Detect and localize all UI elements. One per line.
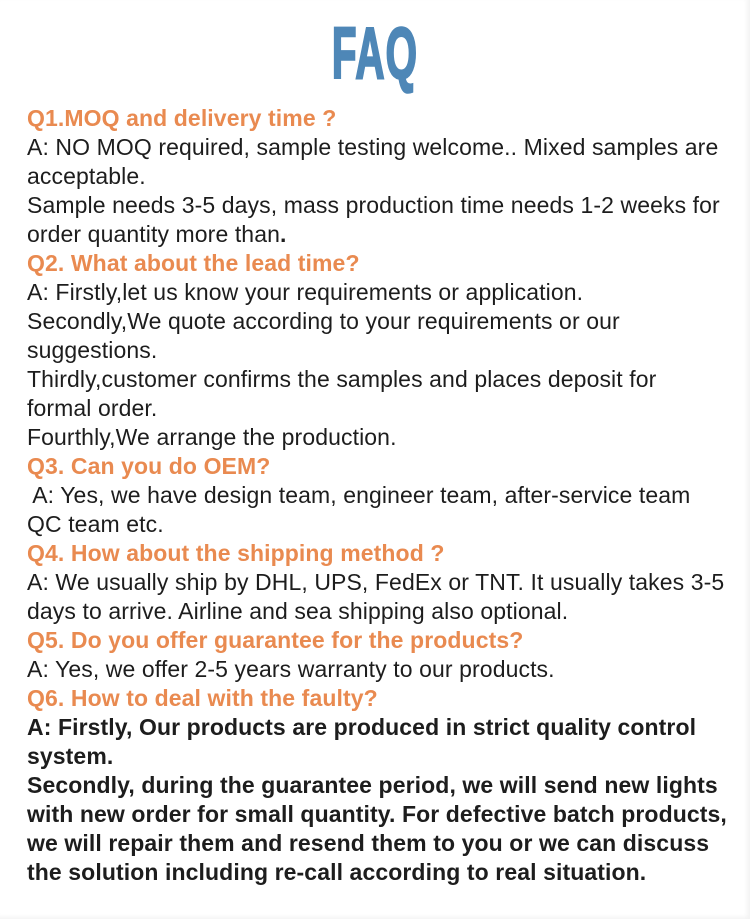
answer-line bbox=[27, 220, 724, 249]
answer-line: days to arrive. Airline and sea shipping also optional. bbox=[27, 598, 569, 624]
answer-line: A: Firstly,let us know your requirements or application. bbox=[27, 279, 584, 305]
faq-section-q3 bbox=[27, 452, 724, 539]
answer-line: QC team etc. bbox=[27, 511, 164, 537]
answer-line: Fourthly,We arrange the production. bbox=[27, 424, 397, 450]
answer-line: A: NO MOQ required, sample testing welcome.. Mixed samples are bbox=[27, 134, 719, 160]
answer-line: A: Yes, we have design team, engineer team, after-service team bbox=[27, 482, 691, 508]
answer-line-text: order quantity more than bbox=[27, 221, 280, 247]
question-heading-q4: Q4. How about the shipping method ? bbox=[27, 540, 445, 566]
answer-line: formal order. bbox=[27, 395, 158, 421]
answer-line: A: We usually ship by DHL, UPS, FedEx or TNT. It usually takes 3-5 bbox=[27, 569, 725, 595]
answer-line: Sample needs 3-5 days, mass production time needs 1-2 weeks for bbox=[27, 192, 720, 218]
answer-line: with new order for small quantity. For defective batch products, bbox=[27, 801, 727, 827]
answer-line: Secondly, during the guarantee period, we will send new lights bbox=[27, 772, 718, 798]
faq-section-q4 bbox=[27, 539, 724, 626]
answer-line: acceptable. bbox=[27, 163, 146, 189]
answer-line-bold-period: . bbox=[280, 221, 287, 247]
faq-content bbox=[0, 104, 750, 887]
question-heading-q3: Q3. Can you do OEM? bbox=[27, 453, 271, 479]
answer-line: A: Firstly, Our products are produced in strict quality control bbox=[27, 714, 697, 740]
page-title bbox=[0, 16, 750, 92]
answer-line: Thirdly,customer confirms the samples and places deposit for bbox=[27, 366, 657, 392]
answer-line: A: Yes, we offer 2-5 years warranty to our products. bbox=[27, 656, 555, 682]
answer-line: system. bbox=[27, 743, 114, 769]
page-title-text: FAQ bbox=[331, 14, 419, 94]
answer-line: the solution including re-call according to real situation. bbox=[27, 859, 647, 885]
question-heading-q6: Q6. How to deal with the faulty? bbox=[27, 685, 378, 711]
question-heading-q2: Q2. What about the lead time? bbox=[27, 250, 360, 276]
faq-section-q5 bbox=[27, 626, 724, 684]
faq-section-q2 bbox=[27, 249, 724, 452]
answer-line: we will repair them and resend them to you or we can discuss bbox=[27, 830, 710, 856]
faq-section-q6 bbox=[27, 684, 727, 887]
answer-line: suggestions. bbox=[27, 337, 158, 363]
faq-section-q1 bbox=[27, 104, 724, 249]
answer-line: Secondly,We quote according to your requirements or our bbox=[27, 308, 620, 334]
question-heading-q5: Q5. Do you offer guarantee for the products? bbox=[27, 627, 524, 653]
question-heading-q1: Q1.MOQ and delivery time ? bbox=[27, 105, 337, 131]
